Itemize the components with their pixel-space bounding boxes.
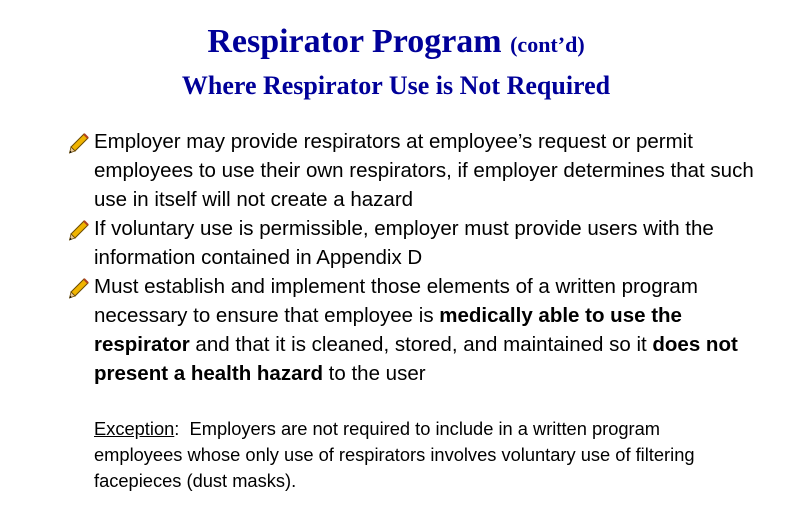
pencil-icon xyxy=(68,219,90,241)
exception-text: Employers are not required to include in a written program employees whose only use of respirators involves voluntary use of filtering facepieces (dust masks). xyxy=(94,418,700,491)
bullet-text: to the user xyxy=(322,362,426,385)
bullet-item xyxy=(68,272,768,388)
exception-label: Exception xyxy=(94,418,175,439)
bullet-text: If voluntary use is permissible, employer must provide users with the information contained in Appendix D xyxy=(94,217,714,269)
slide-title-main: Respirator Program xyxy=(207,23,502,60)
bullet-item xyxy=(68,127,768,214)
bullet-item xyxy=(68,214,768,272)
bullet-text: Employer may provide respirators at employee’s request or permit employees to use their own respirators, if employer determines that such use in itself will not create a hazard xyxy=(94,130,754,211)
bullet-text: Must establish and implement those elements of a written program necessary to ensure that employee is xyxy=(94,275,698,327)
exception-colon: : xyxy=(174,418,180,439)
exception-note xyxy=(94,416,734,494)
slide-title-suffix: (cont’d) xyxy=(510,32,585,57)
bullet-list xyxy=(68,127,768,388)
slide-title xyxy=(0,22,792,65)
bullet-emphasis: medically able to use the respirator xyxy=(94,304,682,356)
bullet-emphasis: does not present a health hazard xyxy=(94,333,738,385)
slide-subtitle: Where Respirator Use is Not Required xyxy=(181,71,611,100)
pencil-icon xyxy=(68,277,90,299)
pencil-icon xyxy=(68,132,90,154)
bullet-text: and that it is cleaned, stored, and maintained so it xyxy=(189,333,653,356)
